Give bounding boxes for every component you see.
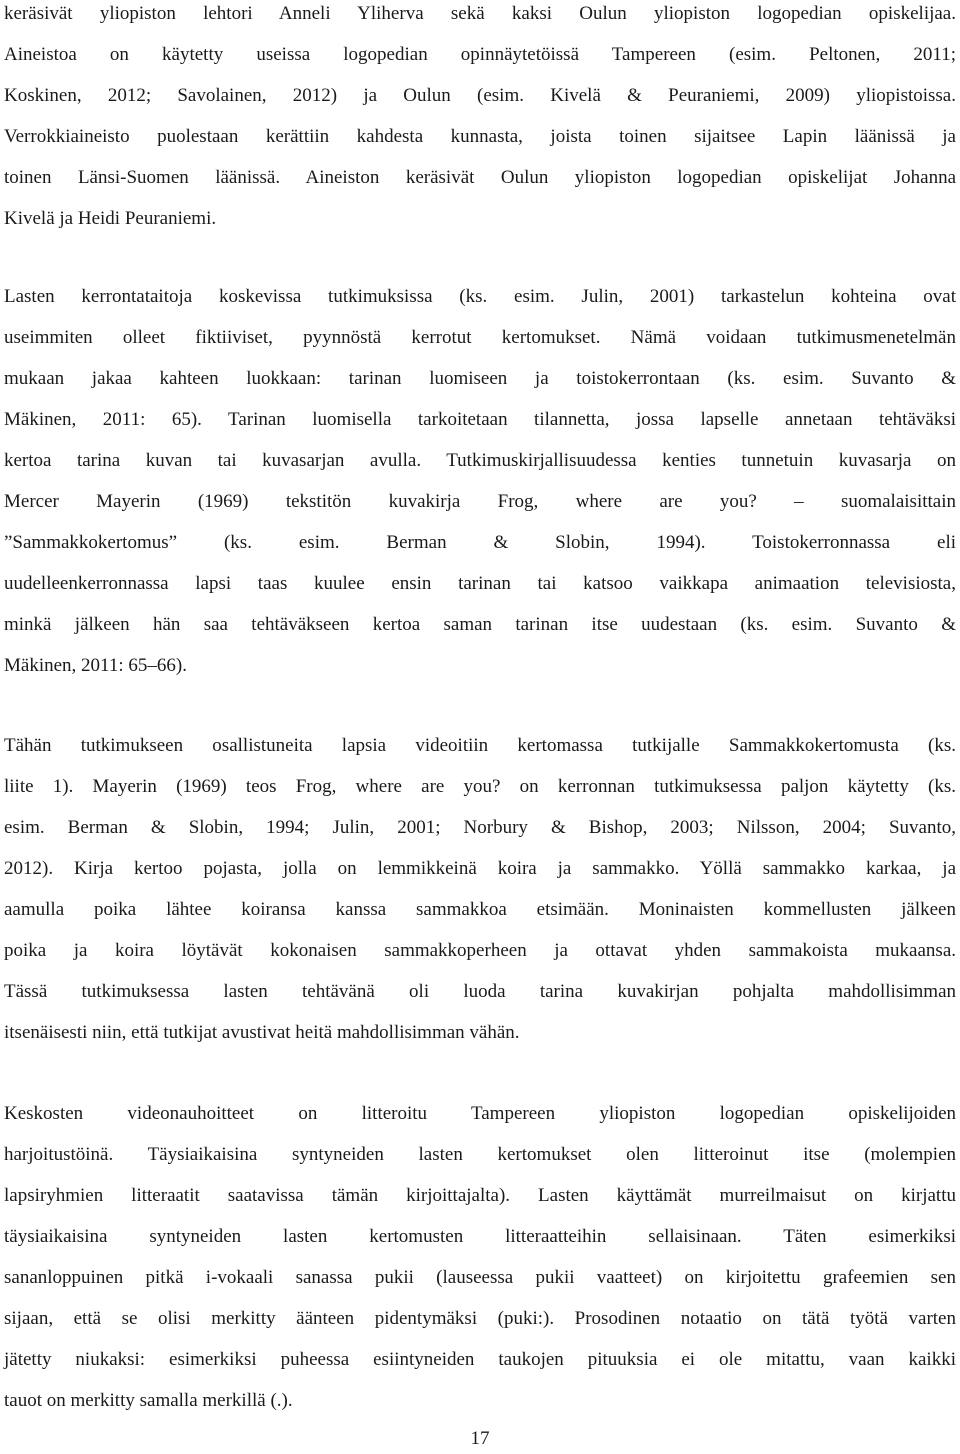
paragraph-line: Kivelä ja Heidi Peuraniemi.: [4, 208, 217, 229]
paragraph-line: poika ja koira löytävät kokonaisen sammakkoperheen ja ottavat yhden sammakoista mukaansa.: [4, 940, 956, 961]
paragraph-line: kertoa tarina kuvan tai kuvasarjan avulla. Tutkimuskirjallisuudessa kenties tunnetuin kuvasarja on: [4, 450, 956, 471]
paragraph-line: Koskinen, 2012; Savolainen, 2012) ja Oulun (esim. Kivelä & Peuraniemi, 2009) yliopistoissa.: [4, 85, 956, 106]
paragraph-line: Aineistoa on käytetty useissa logopedian opinnäytetöissä Tampereen (esim. Peltonen, 2011;: [4, 44, 956, 65]
paragraph-line: Mäkinen, 2011: 65). Tarinan luomisella tarkoitetaan tilannetta, jossa lapselle annetaan tehtäväksi: [4, 409, 956, 430]
paragraph-line: mukaan jakaa kahteen luokkaan: tarinan luomiseen ja toistokerrontaan (ks. esim. Suvanto &: [4, 368, 956, 389]
paragraph-line: lapsiryhmien litteraatit saatavissa tämän kirjoittajalta). Lasten käyttämät murreilmaisut on kirjattu: [4, 1185, 956, 1206]
paragraph-1: [4, 0, 956, 239]
paragraph-line: liite 1). Mayerin (1969) teos Frog, where are you? on kerronnan tutkimuksessa paljon käytetty (ks.: [4, 776, 956, 797]
paragraph-line: harjoitustöinä. Täysiaikaisina syntyneiden lasten kertomukset olen litteroinut itse (molempien: [4, 1144, 956, 1165]
paragraph-line: ”Sammakkokertomus” (ks. esim. Berman & Slobin, 1994). Toistokerronnassa eli: [4, 532, 956, 553]
paragraph-line: täysiaikaisina syntyneiden lasten kertomusten litteraatteihin sellaisinaan. Täten esimerkiksi: [4, 1226, 956, 1247]
paragraph-line: jätetty niukaksi: esimerkiksi puheessa esiintyneiden taukojen pituuksia ei ole mitattu, vaan kaikki: [4, 1349, 956, 1370]
paragraph-line: Verrokkiaineisto puolestaan kerättiin kahdesta kunnasta, joista toinen sijaitsee Lapin läänissä ja: [4, 126, 956, 147]
paragraph-line: keräsivät yliopiston lehtori Anneli Yliherva sekä kaksi Oulun yliopiston logopedian opiskelijaa.: [4, 3, 956, 24]
paragraph-line: aamulla poika lähtee koiransa kanssa sammakkoa etsimään. Moninaisten kommellusten jälkeen: [4, 899, 956, 920]
paragraph-line: minkä jälkeen hän saa tehtäväkseen kertoa saman tarinan itse uudestaan (ks. esim. Suvanto &: [4, 614, 956, 635]
paragraph-line: itsenäisesti niin, että tutkijat avustivat heitä mahdollisimman vähän.: [4, 1022, 520, 1043]
paragraph-2: [4, 276, 956, 686]
paragraph-3: [4, 725, 956, 1053]
paragraph-line: Mercer Mayerin (1969) tekstitön kuvakirja Frog, where are you? – suomalaisittain: [4, 491, 956, 512]
paragraph-line: uudelleenkerronnassa lapsi taas kuulee ensin tarinan tai katsoo vaikkapa animaation televisiosta,: [4, 573, 956, 594]
paragraph-line: Lasten kerrontataitoja koskevissa tutkimuksissa (ks. esim. Julin, 2001) tarkastelun kohteina ovat: [4, 286, 956, 307]
paragraph-line: sijaan, että se olisi merkitty äänteen pidentymäksi (puki:). Prosodinen notaatio on tätä työtä varten: [4, 1308, 956, 1329]
page-number: 17: [470, 1428, 490, 1449]
paragraph-line: sananloppuinen pitkä i-vokaali sanassa pukii (lauseessa pukii vaatteet) on kirjoitettu grafeemien sen: [4, 1267, 956, 1288]
paragraph-line: toinen Länsi-Suomen läänissä. Aineiston keräsivät Oulun yliopiston logopedian opiskelijat Johanna: [4, 167, 956, 188]
paragraph-line: Tässä tutkimuksessa lasten tehtävänä oli luoda tarina kuvakirjan pohjalta mahdollisimman: [4, 981, 956, 1002]
paragraph-4: [4, 1093, 956, 1421]
paragraph-line: useimmiten olleet fiktiiviset, pyynnöstä kerrotut kertomukset. Nämä voidaan tutkimusmenetelmän: [4, 327, 956, 348]
paragraph-line: esim. Berman & Slobin, 1994; Julin, 2001; Norbury & Bishop, 2003; Nilsson, 2004; Suvanto,: [4, 817, 956, 838]
paragraph-line: Mäkinen, 2011: 65–66).: [4, 655, 187, 676]
paragraph-line: Keskosten videonauhoitteet on litteroitu Tampereen yliopiston logopedian opiskelijoiden: [4, 1103, 956, 1124]
paragraph-line: 2012). Kirja kertoo pojasta, jolla on lemmikkeinä koira ja sammakko. Yöllä sammakko karkaa, ja: [4, 858, 956, 879]
paragraph-line: Tähän tutkimukseen osallistuneita lapsia videoitiin kertomassa tutkijalle Sammakkokertomusta (ks.: [4, 735, 956, 756]
paragraph-line: tauot on merkitty samalla merkillä (.).: [4, 1390, 293, 1411]
